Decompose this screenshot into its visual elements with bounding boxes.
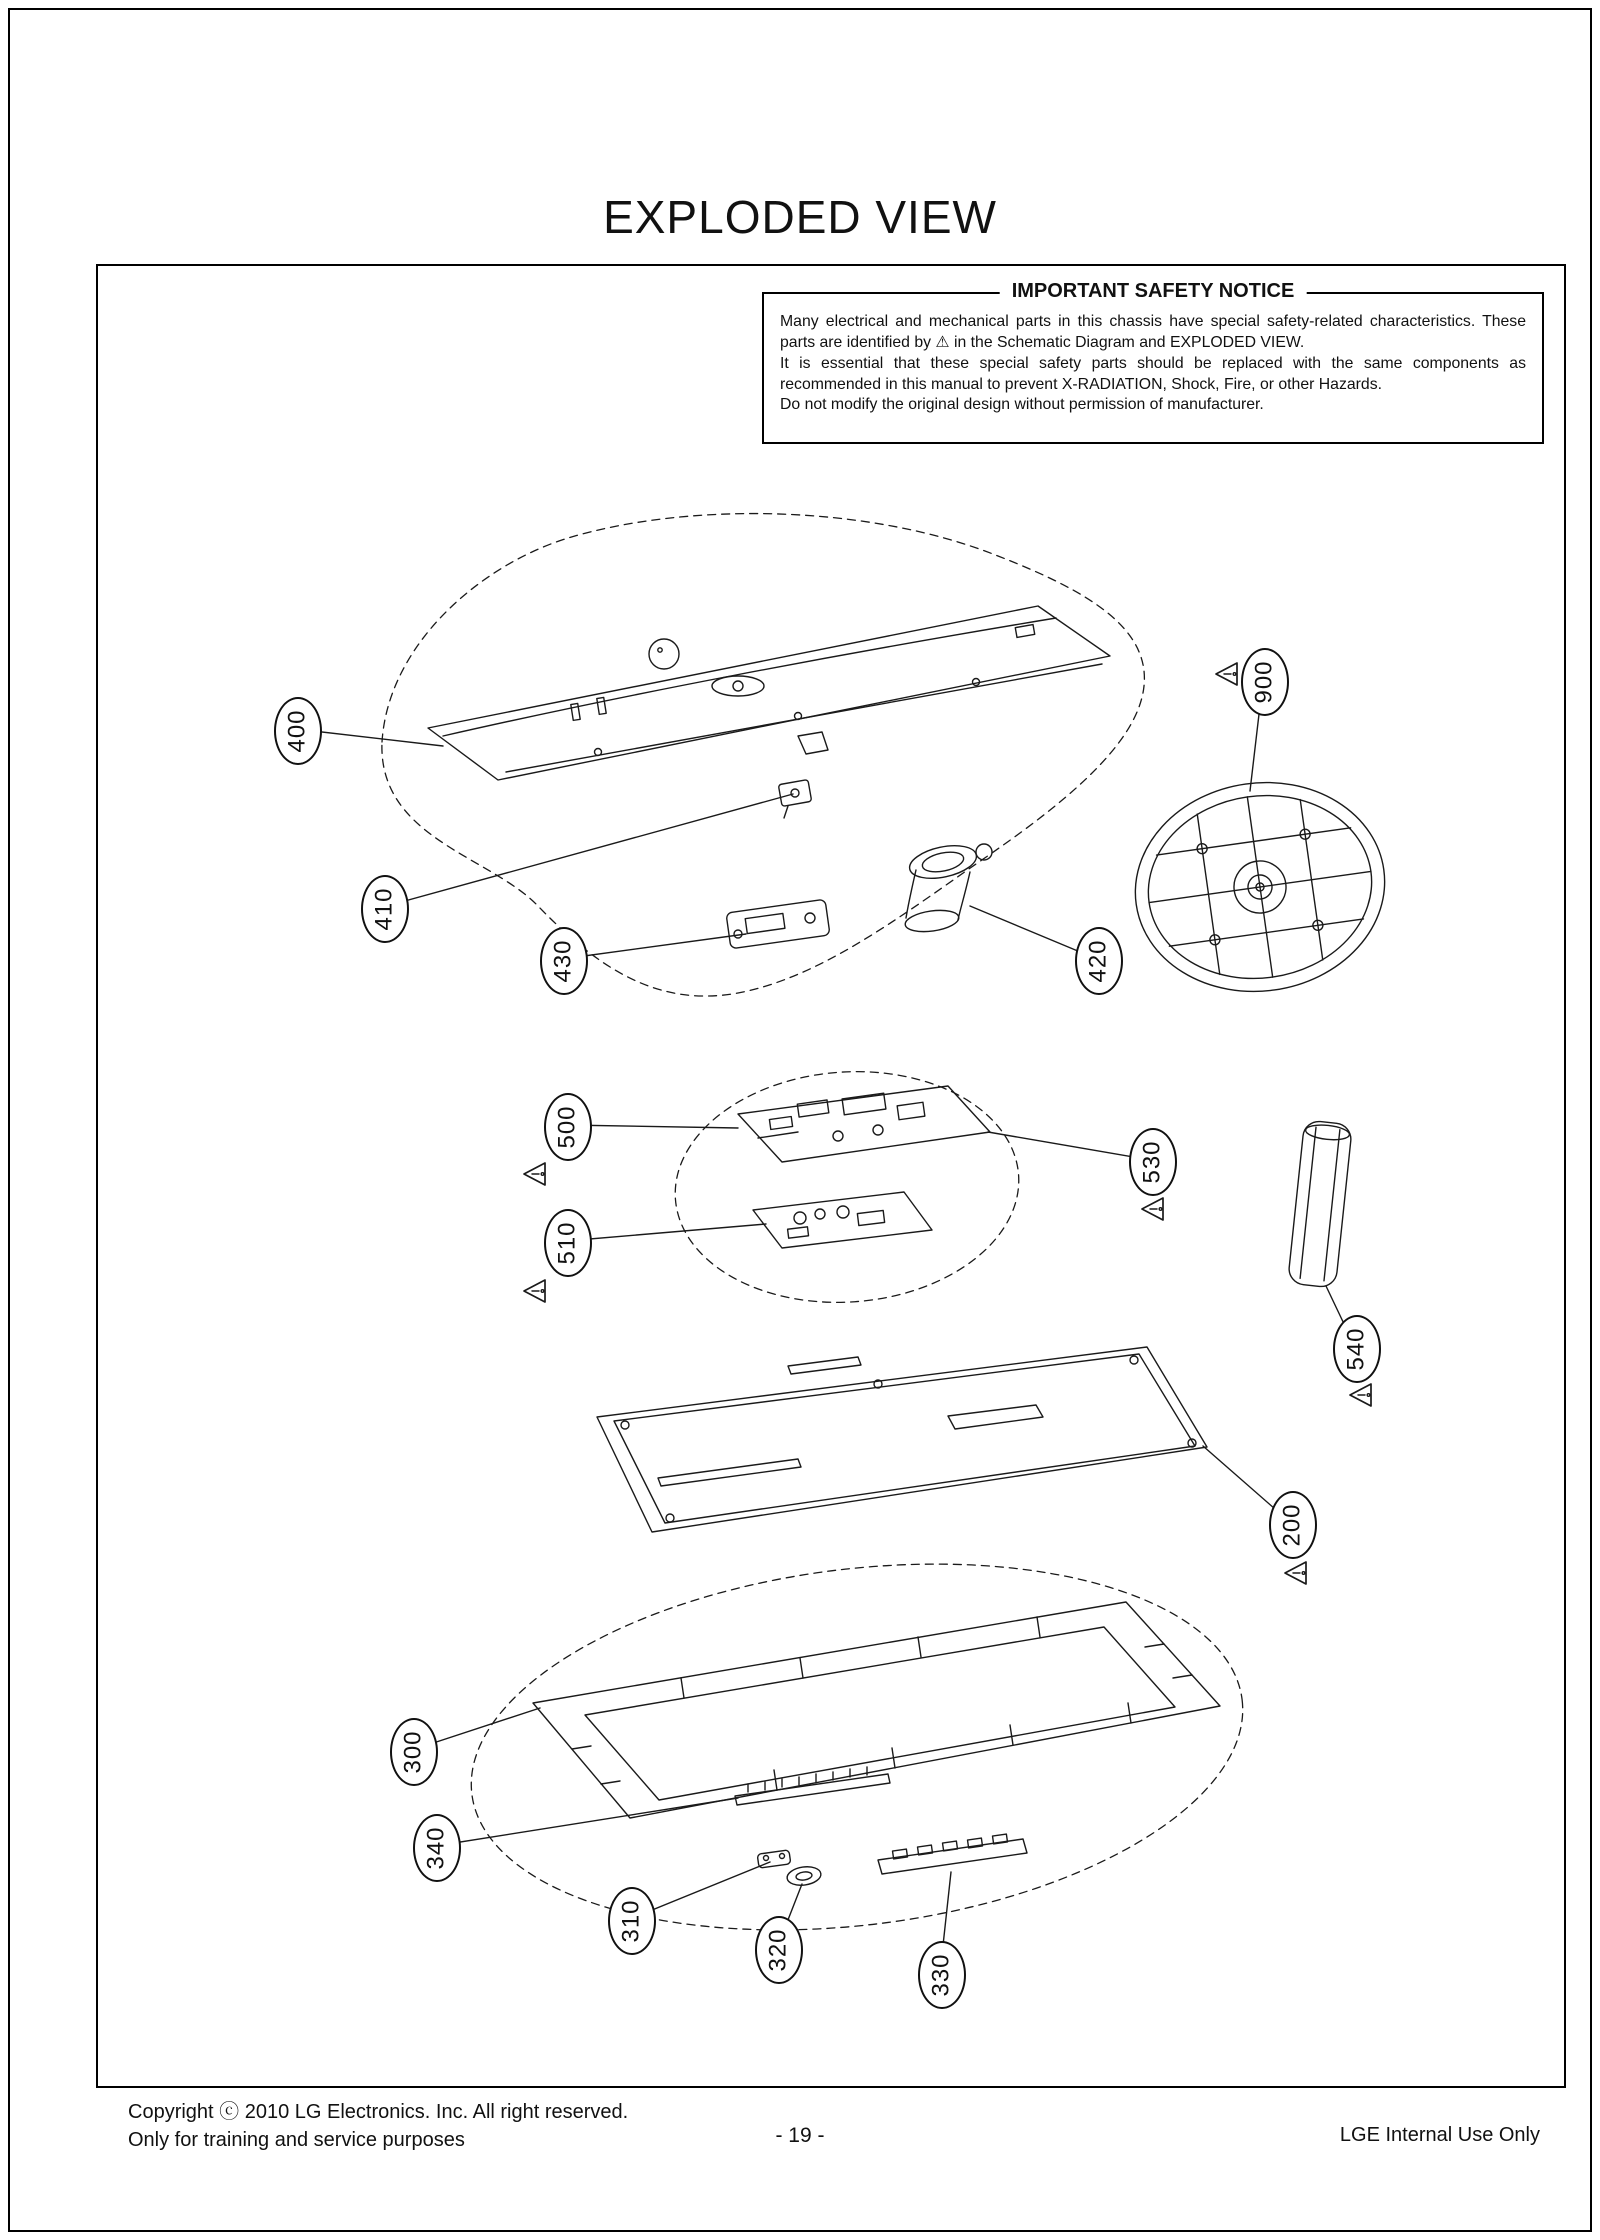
stand-body-drawing <box>904 840 992 934</box>
page-number: - 19 - <box>775 2124 825 2147</box>
callout-320: 320 <box>755 1916 803 1984</box>
safety-notice-title: IMPORTANT SAFETY NOTICE <box>1000 280 1307 303</box>
callout-500: 500 <box>544 1093 592 1161</box>
leader-lines <box>296 680 1355 1973</box>
callout-420: 420 <box>1075 927 1123 995</box>
safety-warning-icon <box>524 1163 545 1185</box>
bezel-group-outline <box>450 1523 1264 1971</box>
lcd-module-drawing <box>597 1347 1207 1532</box>
safety-notice <box>762 280 1544 444</box>
callout-900: 900 <box>1241 648 1289 716</box>
hinge-base-drawing <box>726 899 830 949</box>
main-board-drawing <box>738 1086 990 1162</box>
safety-warning-icon <box>524 1280 545 1302</box>
callout-310: 310 <box>608 1887 656 1955</box>
callout-510: 510 <box>544 1209 592 1277</box>
callout-430: 430 <box>540 927 588 995</box>
callout-330: 330 <box>918 1941 966 2009</box>
power-board-drawing <box>753 1192 932 1248</box>
callout-410: 410 <box>361 875 409 943</box>
safety-warning-icon <box>1285 1562 1306 1584</box>
safety-notice-line: Do not modify the original design without permission of manufacturer. <box>780 396 1264 414</box>
exploded-view-drawing <box>98 266 1564 2086</box>
callout-530: 530 <box>1129 1128 1177 1196</box>
key-board-drawing <box>878 1834 1027 1874</box>
page-title: EXPLODED VIEW <box>603 191 997 243</box>
safety-warning-icon <box>1216 663 1237 685</box>
safety-warning-icon <box>1350 1384 1371 1406</box>
callout-540: 540 <box>1333 1315 1381 1383</box>
stand-cover-drawing <box>1288 1120 1353 1288</box>
hinge-bracket-drawing <box>778 780 811 818</box>
exploded-view-panel <box>96 264 1566 2088</box>
safety-warning-icon <box>1142 1198 1163 1220</box>
callout-400: 400 <box>274 697 322 765</box>
footer-copyright-line-2: Only for training and service purposes <box>128 2129 465 2151</box>
footer-copyright-line-1: Copyright ⓒ 2010 LG Electronics. Inc. All right reserved. <box>128 2101 629 2123</box>
stand-base-drawing <box>1122 767 1399 1008</box>
callout-340: 340 <box>413 1814 461 1882</box>
safety-notice-line: It is essential that these special safety parts should be replaced with the same components as recommended in this manual to prevent X-RADIATION, Shock, Fire, or other Hazards. <box>780 354 1526 393</box>
callout-300: 300 <box>390 1718 438 1786</box>
lens-part-drawing <box>786 1865 822 1888</box>
safety-notice-line: Many electrical and mechanical parts in this chassis have special safety-related characteristics. These parts are identified by ⚠ in the Schematic Diagram and EXPLODED VIEW. <box>780 313 1526 351</box>
rear-cover-drawing <box>382 514 1145 996</box>
footer-internal-use: LGE Internal Use Only <box>1339 2124 1540 2146</box>
callout-200: 200 <box>1269 1491 1317 1559</box>
